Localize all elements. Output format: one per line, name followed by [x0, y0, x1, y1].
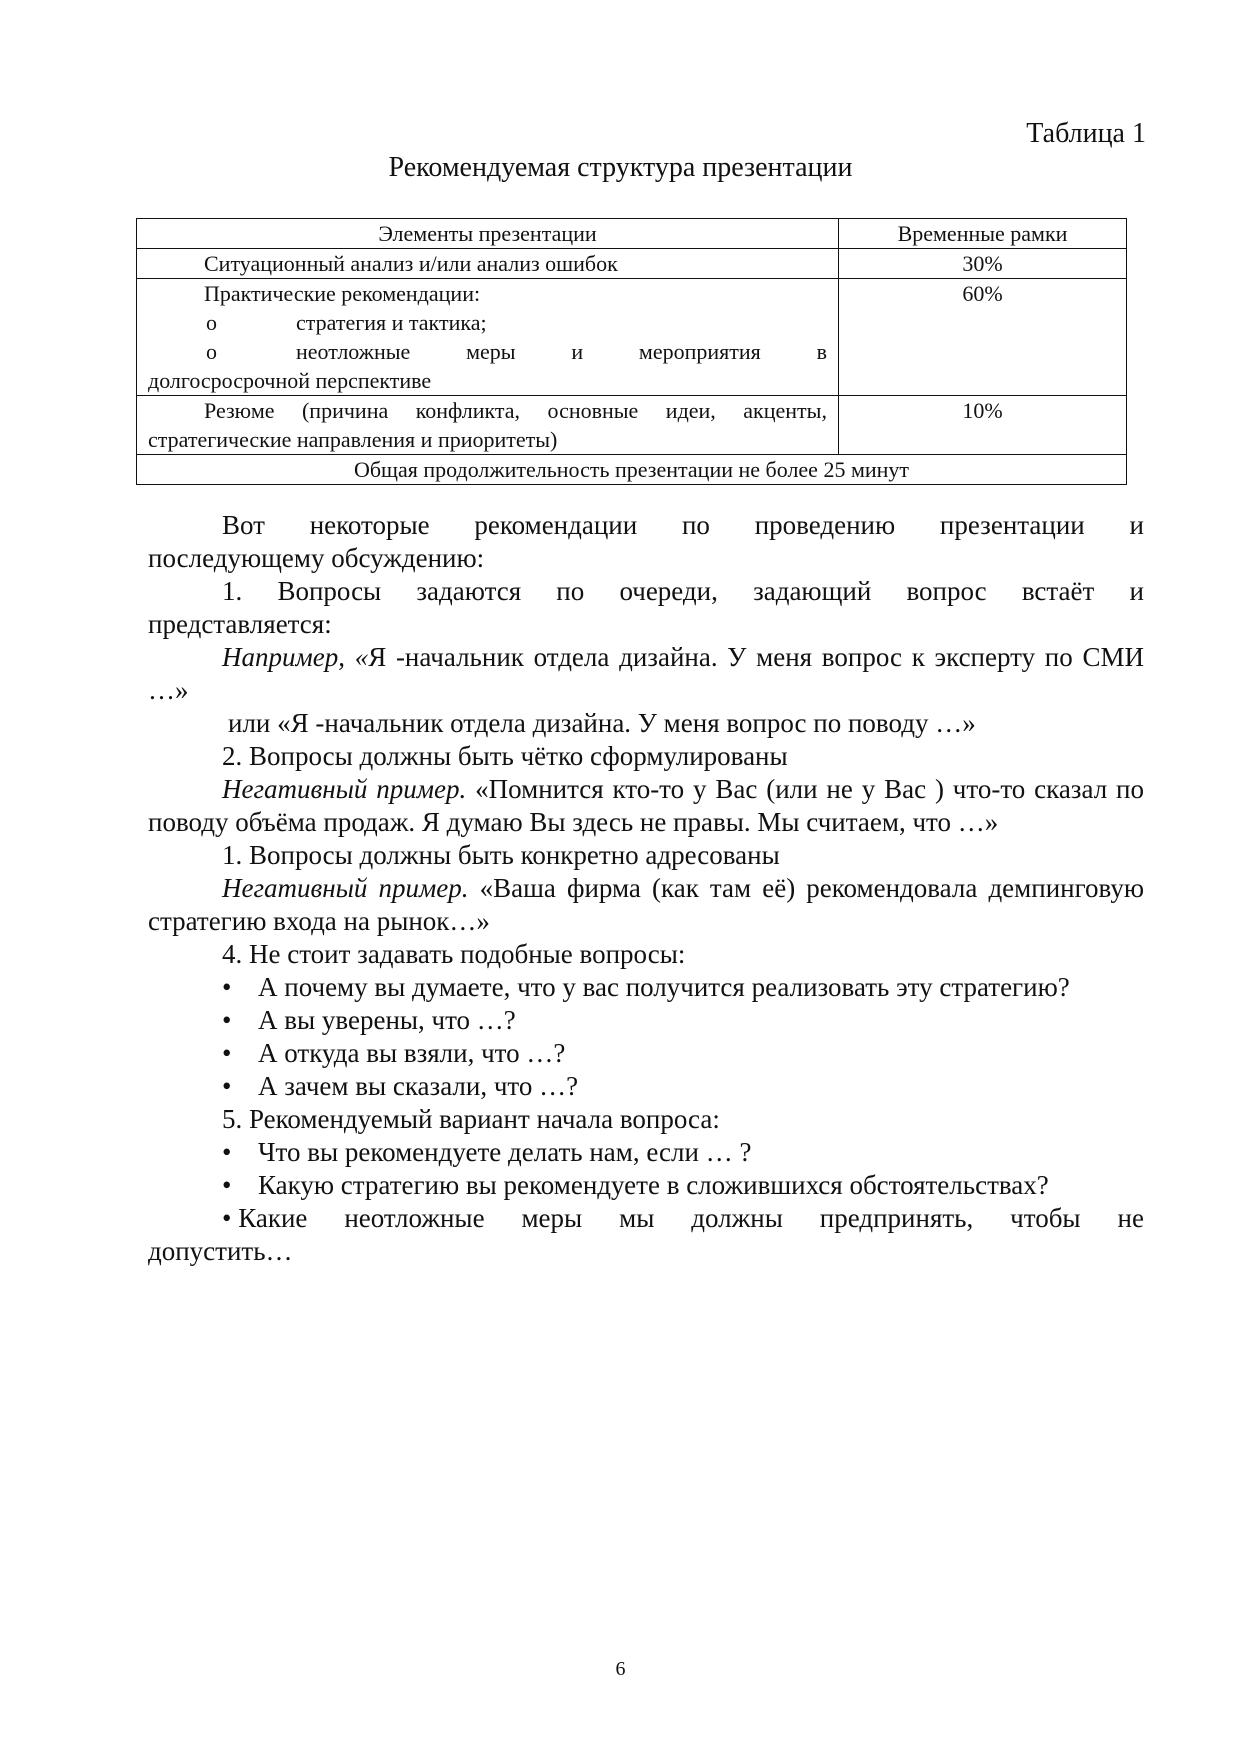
word: идеи, [665, 398, 716, 423]
circle-bullet: o [206, 310, 217, 335]
word: и [1129, 576, 1144, 606]
word: конфликта, [415, 398, 521, 423]
word: не [1117, 1203, 1144, 1233]
sub-list-item [148, 337, 827, 366]
word: очереди, [619, 576, 718, 606]
item3: 1. Вопросы должны быть конкретно адресованы [222, 840, 780, 870]
list-item-text: А почему вы думаете, что у вас получится реализовать эту стратегию? [258, 972, 1070, 1002]
circle-bullet: o [206, 339, 217, 364]
item5: 5. Рекомендуемый вариант начала вопроса: [222, 1104, 720, 1134]
item1-line [148, 575, 1144, 608]
list-item-text: Что вы рекомендуете делать нам, если … ? [258, 1137, 752, 1167]
sub-list-item [148, 308, 827, 337]
word: задающий [753, 576, 872, 606]
word: Вот [222, 510, 265, 540]
word: неотложные [296, 339, 411, 364]
neg1-text: «Помнится кто-то у Вас (или не у Вас ) что-то сказал по поводу объёма продаж. Я думаю Вы здесь не правы. Мы считаем, что …» [148, 774, 1144, 837]
word: меры [466, 339, 516, 364]
table-title: Рекомендуемая структура презентации [388, 152, 853, 183]
header-elements: Элементы презентации [137, 219, 839, 249]
word: задаются [416, 576, 522, 606]
word: проведению [754, 510, 896, 540]
page-number: 6 [615, 1658, 626, 1680]
row3-time: 10% [839, 396, 1127, 455]
negative-example-2 [148, 872, 1144, 938]
list-item [148, 971, 1144, 1004]
word: Резюме [204, 398, 275, 423]
word: мы [619, 1203, 655, 1233]
body-text [148, 509, 1144, 1268]
word: Вопросы [277, 576, 382, 606]
word: по [681, 510, 710, 540]
table-cell [137, 396, 839, 455]
table-cell [137, 249, 839, 279]
example1 [148, 641, 1144, 707]
item4: 4. Не стоит задавать подобные вопросы: [222, 939, 686, 969]
neg1-lead: Негативный пример. [222, 774, 467, 804]
table-header-row [137, 219, 1127, 249]
word: и [1129, 510, 1144, 540]
last-bullet-tail: допустить… [148, 1236, 293, 1266]
word: • Какие [222, 1203, 308, 1233]
row2-time: 60% [839, 279, 1127, 396]
word: презентации [939, 510, 1085, 540]
table-footer-row [137, 455, 1127, 485]
intro-line [148, 509, 1144, 542]
example1-alt: или «Я -начальник отдела дизайна. У меня вопрос по поводу …» [228, 708, 976, 738]
list-item [148, 1037, 1144, 1070]
table-cell [137, 279, 839, 396]
row1-time: 30% [839, 249, 1127, 279]
table-row [137, 249, 1127, 279]
bullet-icon: • [222, 1071, 232, 1101]
table-row [137, 396, 1127, 455]
bullet-icon: • [222, 1170, 232, 1200]
negative-example-1 [148, 773, 1144, 839]
bullet-icon: • [222, 972, 232, 1002]
row2-sub2 [296, 337, 827, 366]
example1-text: Я -начальник отдела дизайна. У меня вопрос к эксперту по СМИ …» [148, 642, 1144, 705]
word: неотложные [344, 1203, 485, 1233]
row3-line1 [148, 396, 827, 425]
word: вопрос [906, 576, 987, 606]
neg2-text: «Ваша фирма (как там её) рекомендовала демпинговую стратегию входа на рынок…» [148, 873, 1144, 936]
word: рекомендации [474, 510, 638, 540]
word: 1. [222, 576, 243, 606]
row2-sub2-tail: долгосросрочной перспективе [148, 368, 432, 393]
list-item [148, 1169, 1144, 1202]
bullet-icon: • [222, 1005, 232, 1035]
item2: 2. Вопросы должны быть чётко сформулированы [222, 741, 788, 771]
word: (причина [301, 398, 389, 423]
word: некоторые [309, 510, 430, 540]
list-item-text: А откуда вы взяли, что …? [258, 1038, 566, 1068]
row2-sub1: стратегия и тактика; [296, 310, 487, 335]
word: по [556, 576, 585, 606]
word: основные [547, 398, 639, 423]
intro-tail: последующему обсуждению: [148, 543, 485, 573]
list-item [148, 1004, 1144, 1037]
row1-element: Ситуационный анализ и/или анализ ошибок [204, 251, 618, 276]
word: предпринять, [819, 1203, 974, 1233]
example1-lead: Например, « [222, 642, 369, 672]
list-item-text: А зачем вы сказали, что …? [258, 1071, 579, 1101]
word: и [571, 339, 584, 364]
word: меры [521, 1203, 583, 1233]
word: в [816, 339, 827, 364]
bullet-icon: • [222, 1038, 232, 1068]
row3-line2: стратегические направления и приоритеты) [148, 427, 558, 452]
bullet-icon: • [222, 1137, 232, 1167]
list-item [148, 1136, 1144, 1169]
table-footer: Общая продолжительность презентации не более 25 минут [137, 455, 1127, 485]
list-item [148, 1070, 1144, 1103]
item1-tail: представляется: [148, 609, 332, 639]
presentation-structure-table [136, 218, 1127, 485]
neg2-lead: Негативный пример. [222, 873, 469, 903]
word: должны [691, 1203, 783, 1233]
table-row [137, 279, 1127, 396]
last-bullet-line [148, 1202, 1144, 1235]
word: встаёт [1021, 576, 1095, 606]
header-time: Временные рамки [839, 219, 1127, 249]
row2-element: Практические рекомендации: [204, 281, 481, 306]
word: мероприятия [638, 339, 761, 364]
list-item-text: Какую стратегию вы рекомендуете в сложившихся обстоятельствах? [258, 1170, 1049, 1200]
word: акценты, [743, 398, 827, 423]
list-item-text: А вы уверены, что …? [258, 1005, 516, 1035]
table-label: Таблица 1 [1026, 118, 1146, 149]
word: чтобы [1010, 1203, 1081, 1233]
